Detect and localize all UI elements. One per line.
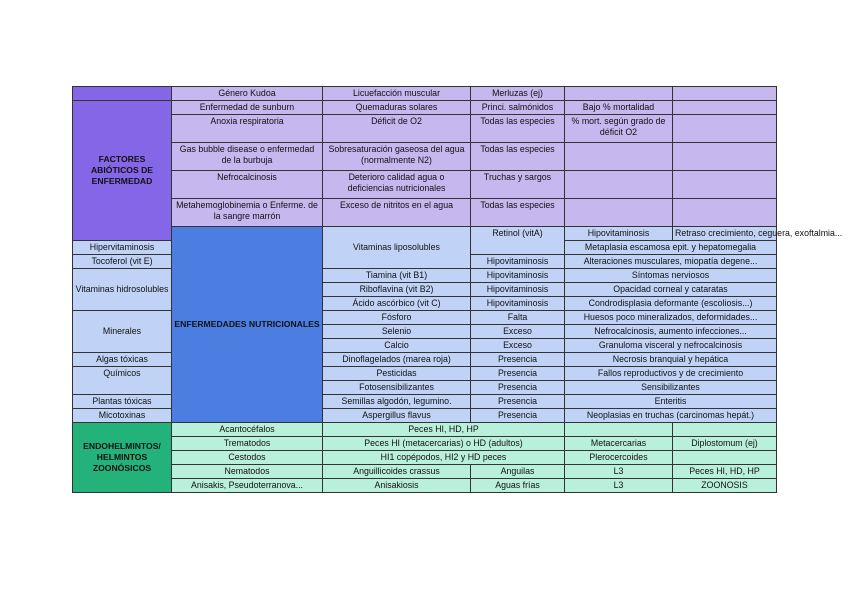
table-cell [565,143,673,171]
table-cell: Aguas frías [471,479,565,493]
table-cell: Tiamina (vit B1) [323,269,471,283]
disease-table [72,86,843,493]
table-cell: Necrosis branquial y hepática [565,353,777,367]
table-row [73,465,777,479]
table-cell: Peces HI, HD, HP [673,465,777,479]
table-cell: Síntomas nerviosos [565,269,777,283]
table-cell: Peces HI, HD, HP [323,423,565,437]
table-cell: Huesos poco mineralizados, deformidades... [565,311,777,325]
table-cell: Algas tóxicas [73,353,172,367]
table-cell: Plerocercoides [565,451,673,465]
table-row [73,451,777,465]
table-cell: Vitaminas liposolubles [323,227,471,269]
table-cell: Semillas algodón, legumino. [323,395,471,409]
table-cell: Déficit de O2 [323,115,471,143]
table-cell: Merluzas (ej) [471,87,565,101]
table-row [73,199,777,227]
table-cell: Fósforo [323,311,471,325]
table-cell: Diplostomum (ej) [673,437,777,451]
table-cell: Hipervitaminosis [73,241,172,255]
table-row [73,227,777,241]
table-cell [565,171,673,199]
table-cell: Retinol (vitA) [471,227,565,255]
table-cell: Falta [471,311,565,325]
table-cell: Pesticidas [323,367,471,381]
table-cell: Presencia [471,381,565,395]
table-cell: Anisakis, Pseudoterranova... [172,479,323,493]
table-cell: Micotoxinas [73,409,172,423]
table-cell: Minerales [73,311,172,353]
table-cell [673,423,777,437]
table-cell: Nefrocalcinosis [172,171,323,199]
table-cell: Dinoflagelados (marea roja) [323,353,471,367]
table-cell: Enteritis [565,395,777,409]
table-cell: Licuefacción muscular [323,87,471,101]
table-cell [673,143,777,171]
table-cell: Nefrocalcinosis, aumento infecciones... [565,325,777,339]
table-cell: Ácido ascórbico (vit C) [323,297,471,311]
table-cell [673,199,777,227]
table-cell [565,423,673,437]
table-row [73,115,777,143]
section-label-nutritional: ENFERMEDADES NUTRICIONALES [172,227,323,423]
table-cell: Presencia [471,367,565,381]
table-cell: Condrodisplasia deformante (escoliosis...) [565,297,777,311]
section-label-abiotic: FACTORES ABIÓTICOS DE ENFERMEDAD [73,101,172,241]
table-cell: Anguillicoides crassus [323,465,471,479]
header-blank-cell [73,87,172,101]
table-cell: Químicos [73,367,172,395]
table-cell: Anoxia respiratoria [172,115,323,143]
table-cell: Acantocéfalos [172,423,323,437]
table-cell: Tocoferol (vit E) [73,255,172,269]
table-cell: Deterioro calidad agua o deficiencias nutricionales [323,171,471,199]
table-row [73,101,777,115]
table-cell: Bajo % mortalidad [565,101,673,115]
table-cell: Exceso [471,325,565,339]
table-cell: Fotosensibilizantes [323,381,471,395]
table-row [73,87,777,101]
table-cell: Presencia [471,353,565,367]
table-cell: Todas las especies [471,115,565,143]
table-cell: Exceso de nitritos en el agua [323,199,471,227]
table-cell: Quemaduras solares [323,101,471,115]
table-cell: Metahemoglobinemia o Enferme. de la sangre marrón [172,199,323,227]
table-row [73,479,777,493]
table-cell: Anisakiosis [323,479,471,493]
table-cell: Anguilas [471,465,565,479]
table-cell: L3 [565,479,673,493]
table-cell: Retraso crecimiento, ceguera, exoftalmia... [673,227,777,241]
table-row [73,437,777,451]
table-cell: Granuloma visceral y nefrocalcinosis [565,339,777,353]
table-row [73,143,777,171]
table-cell: Enfermedad de sunburn [172,101,323,115]
table-cell: Todas las especies [471,199,565,227]
table-cell: Fallos reproductivos y de crecimiento [565,367,777,381]
section-label-helminths: ENDOHELMINTOS/ HELMINTOS ZOONÓSICOS [73,423,172,493]
table-cell: Exceso [471,339,565,353]
table-cell [565,199,673,227]
table-cell: Calcio [323,339,471,353]
table-cell: Plantas tóxicas [73,395,172,409]
table-cell: Sensibilizantes [565,381,777,395]
table-cell: Neoplasias en truchas (carcinomas hepát.) [565,409,777,423]
table-cell: Riboflavina (vit B2) [323,283,471,297]
table-cell: Trematodos [172,437,323,451]
table-cell: Gas bubble disease o enfermedad de la burbuja [172,143,323,171]
table-cell: % mort. según grado de déficit O2 [565,115,673,143]
table-cell: Hipovitaminosis [471,297,565,311]
table-cell: Alteraciones musculares, miopatía degene... [565,255,777,269]
table-cell [673,451,777,465]
table-cell [673,87,777,101]
table-cell: Presencia [471,395,565,409]
table-row [73,171,777,199]
table-cell [673,101,777,115]
table-cell: Cestodos [172,451,323,465]
table-cell [673,171,777,199]
table-cell: Hipovitaminosis [565,227,673,241]
table-cell: Opacidad corneal y cataratas [565,283,777,297]
table-cell: Presencia [471,409,565,423]
table-cell: Hipovitaminosis [471,255,565,269]
table-cell: Peces HI (metacercarias) o HD (adultos) [323,437,565,451]
table-cell: Selenio [323,325,471,339]
table-cell: Aspergillus flavus [323,409,471,423]
table-cell: Metacercarias [565,437,673,451]
table-cell: HI1 copépodos, HI2 y HD peces [323,451,565,465]
table-cell: Nematodos [172,465,323,479]
table-cell: Género Kudoa [172,87,323,101]
table-cell: Hipovitaminosis [471,283,565,297]
table-cell [565,87,673,101]
table-cell: Princi. salmónidos [471,101,565,115]
table-cell: Sobresaturación gaseosa del agua (normalmente N2) [323,143,471,171]
table-cell: Hipovitaminosis [471,269,565,283]
table-cell [673,115,777,143]
table-row [73,423,777,437]
table-cell: Vitaminas hidrosolubles [73,269,172,311]
table-cell: ZOONOSIS [673,479,777,493]
table-cell: Truchas y sargos [471,171,565,199]
table-cell: Todas las especies [471,143,565,171]
table-cell: Metaplasia escamosa epit. y hepatomegalia [565,241,777,255]
table-cell: L3 [565,465,673,479]
